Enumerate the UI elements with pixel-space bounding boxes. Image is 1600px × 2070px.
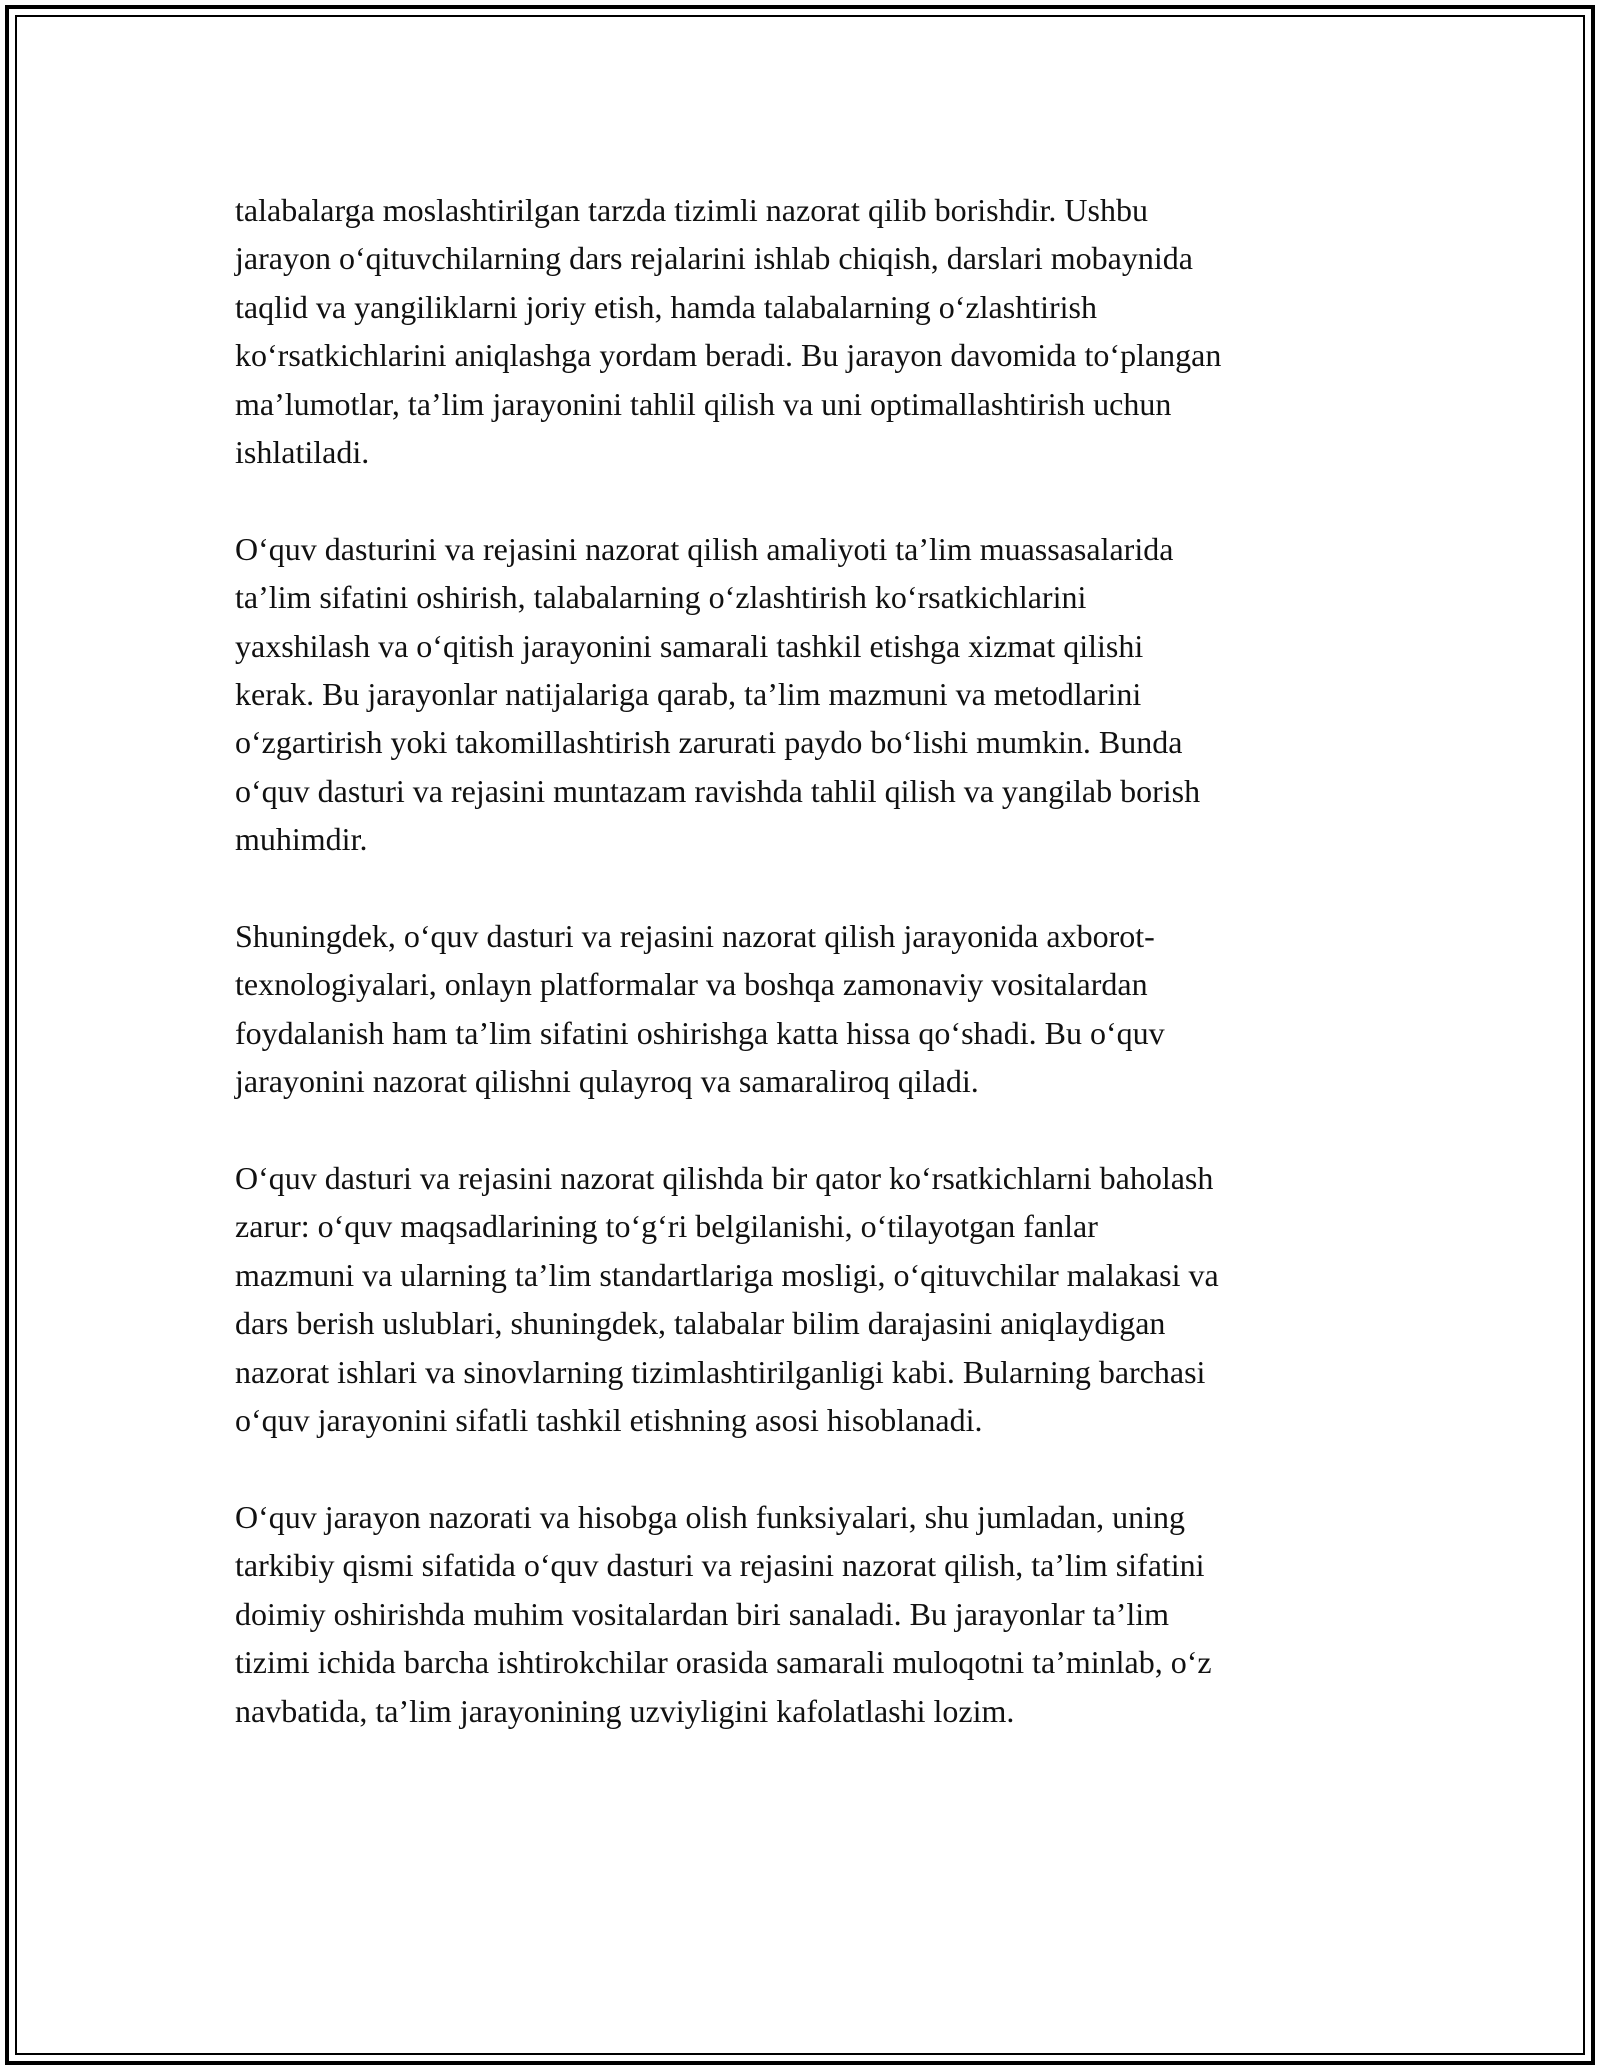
text-line: ko‘rsatkichlarini aniqlashga yordam beradi. Bu jarayon davomida to‘plangan (235, 337, 1222, 374)
text-line: dars berish uslublari, shuningdek, talabalar bilim darajasini aniqlaydigan (235, 1305, 1166, 1342)
text-line: Shuningdek, o‘quv dasturi va rejasini nazorat qilish jarayonida axborot- (235, 918, 1155, 955)
text-line: foydalanish ham ta’lim sifatini oshirishga katta hissa qo‘shadi. Bu o‘quv (235, 1014, 1165, 1051)
text-line: ma’lumotlar, ta’lim jarayonini tahlil qilish va uni optimallashtirish uchun (235, 385, 1172, 422)
text-line: kerak. Bu jarayonlar natijalariga qarab, ta’lim mazmuni va metodlarini (235, 676, 1142, 713)
text-line: ta’lim sifatini oshirish, talabalarning o‘zlashtirish ko‘rsatkichlarini (235, 579, 1087, 616)
text-line: O‘quv dasturi va rejasini nazorat qilishda bir qator ko‘rsatkichlarni baholash (235, 1160, 1214, 1197)
document-body (235, 186, 1375, 1783)
text-line: zarur: o‘quv maqsadlarining to‘g‘ri belgilanishi, o‘tilayotgan fanlar (235, 1208, 1098, 1245)
text-line: talabalarga moslashtirilgan tarzda tizimli nazorat qilib borishdir. Ushbu (235, 192, 1148, 228)
text-line: jarayonini nazorat qilishni qulayroq va samaraliroq qiladi. (235, 1063, 979, 1100)
text-line: doimiy oshirishda muhim vositalardan biri sanaladi. Bu jarayonlar ta’lim (235, 1595, 1170, 1632)
text-line: texnologiyalari, onlayn platformalar va boshqa zamonaviy vositalardan (235, 966, 1148, 1003)
paragraph-3 (235, 912, 1375, 1106)
paragraph-4 (235, 1154, 1375, 1444)
text-line: tarkibiy qismi sifatida o‘quv dasturi va rejasini nazorat qilish, ta’lim sifatini (235, 1547, 1205, 1584)
text-line: O‘quv dasturini va rejasini nazorat qilish amaliyoti ta’lim muassasalarida (235, 530, 1174, 567)
paragraph-1 (235, 186, 1375, 476)
text-line: muhimdir. (235, 821, 368, 858)
text-line: mazmuni va ularning ta’lim standartlariga mosligi, o‘qituvchilar malakasi va (235, 1256, 1219, 1293)
text-line: o‘zgartirish yoki takomillashtirish zarurati paydo bo‘lishi mumkin. Bunda (235, 724, 1183, 761)
text-line: yaxshilash va o‘qitish jarayonini samarali tashkil etishga xizmat qilishi (235, 627, 1144, 664)
text-line: ishlatiladi. (235, 434, 370, 471)
text-line: o‘quv dasturi va rejasini muntazam ravishda tahlil qilish va yangilab borish (235, 772, 1201, 809)
text-line: jarayon o‘qituvchilarning dars rejalarini ishlab chiqish, darslari mobaynida (235, 240, 1193, 277)
paragraph-5 (235, 1493, 1375, 1735)
text-line: navbatida, ta’lim jarayonining uzviyligini kafolatlashi lozim. (235, 1692, 1015, 1729)
text-line: O‘quv jarayon nazorati va hisobga olish funksiyalari, shu jumladan, uning (235, 1498, 1186, 1535)
text-line: o‘quv jarayonini sifatli tashkil etishning asosi hisoblanadi. (235, 1402, 983, 1439)
text-line: tizimi ichida barcha ishtirokchilar orasida samarali muloqotni ta’minlab, o‘z (235, 1644, 1212, 1681)
text-line: nazorat ishlari va sinovlarning tizimlashtirilganligi kabi. Bularning barchasi (235, 1353, 1206, 1390)
text-line: taqlid va yangiliklarni joriy etish, hamda talabalarning o‘zlashtirish (235, 288, 1097, 325)
paragraph-2 (235, 525, 1375, 864)
